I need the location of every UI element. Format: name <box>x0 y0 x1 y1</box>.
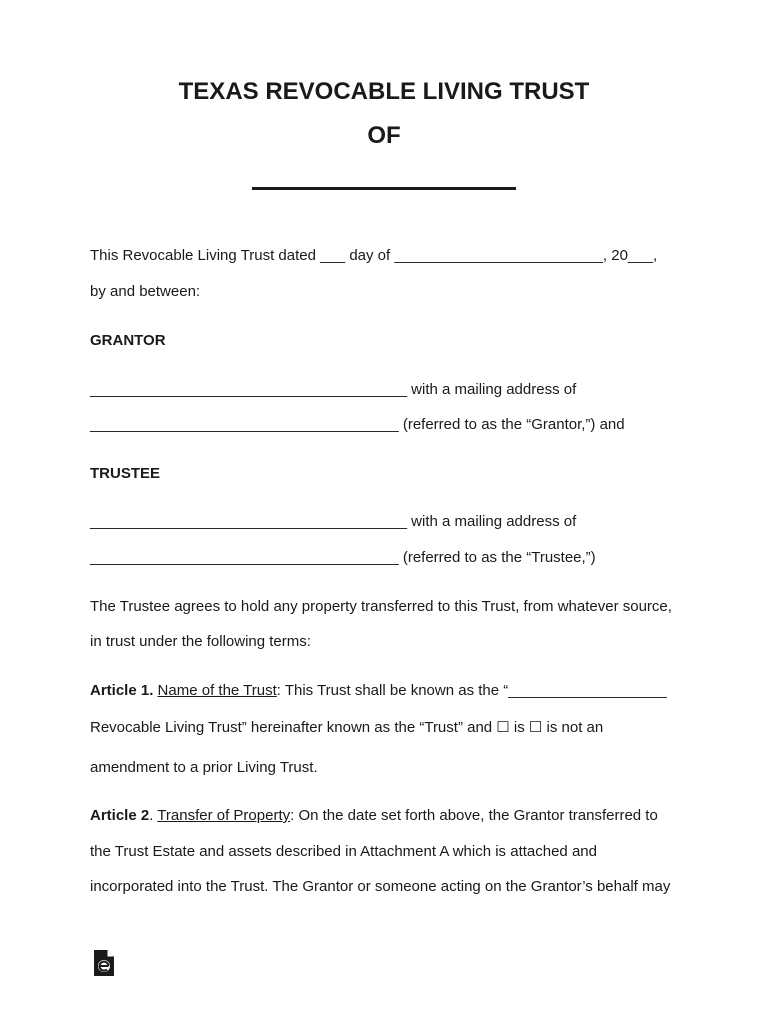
eforms-logo-icon <box>94 950 114 976</box>
document-title-of: OF <box>367 122 401 149</box>
agreement-line: in trust under the following terms: <box>90 633 311 650</box>
grantor-address-line: _____________________________________ (referred to as the “Grantor,”) and <box>90 416 625 433</box>
trustee-heading: TRUSTEE <box>90 465 161 482</box>
article-1-label: Article 1. <box>90 682 154 699</box>
article-1-line: amendment to a prior Living Trust. <box>90 759 318 776</box>
article-2-line: the Trust Estate and assets described in Attachment A which is attached and <box>90 843 597 860</box>
article-1-line <box>90 682 667 700</box>
title-name-blank-line <box>252 187 516 190</box>
article-1-line: Revocable Living Trust” hereinafter known as the “Trust” and ☐ is ☐ is not an <box>90 719 604 736</box>
document-title: TEXAS REVOCABLE LIVING TRUST <box>178 78 590 105</box>
grantor-name-line: ______________________________________ with a mailing address of <box>90 381 577 398</box>
grantor-heading: GRANTOR <box>90 332 166 349</box>
intro-line: by and between: <box>90 283 201 300</box>
trustee-name-line: ______________________________________ with a mailing address of <box>90 513 577 530</box>
agreement-line: The Trustee agrees to hold any property transferred to this Trust, from whatever source, <box>90 598 672 615</box>
article-2-title: Transfer of Property <box>157 807 291 824</box>
article-2-label: Article 2 <box>90 807 150 824</box>
trustee-address-line: _____________________________________ (referred to as the “Trustee,”) <box>90 549 596 566</box>
article-2-separator: . <box>149 807 158 824</box>
intro-line: This Revocable Living Trust dated ___ day of _________________________, 20___, <box>90 247 658 264</box>
article-2-text: : On the date set forth above, the Grantor transferred to <box>290 807 658 824</box>
article-2-line <box>90 807 658 825</box>
article-2-line: incorporated into the Trust. The Grantor or someone acting on the Grantor’s behalf may <box>90 878 671 895</box>
article-1-text: : This Trust shall be known as the “___________________ <box>276 682 667 699</box>
article-1-title: Name of the Trust <box>157 682 277 699</box>
